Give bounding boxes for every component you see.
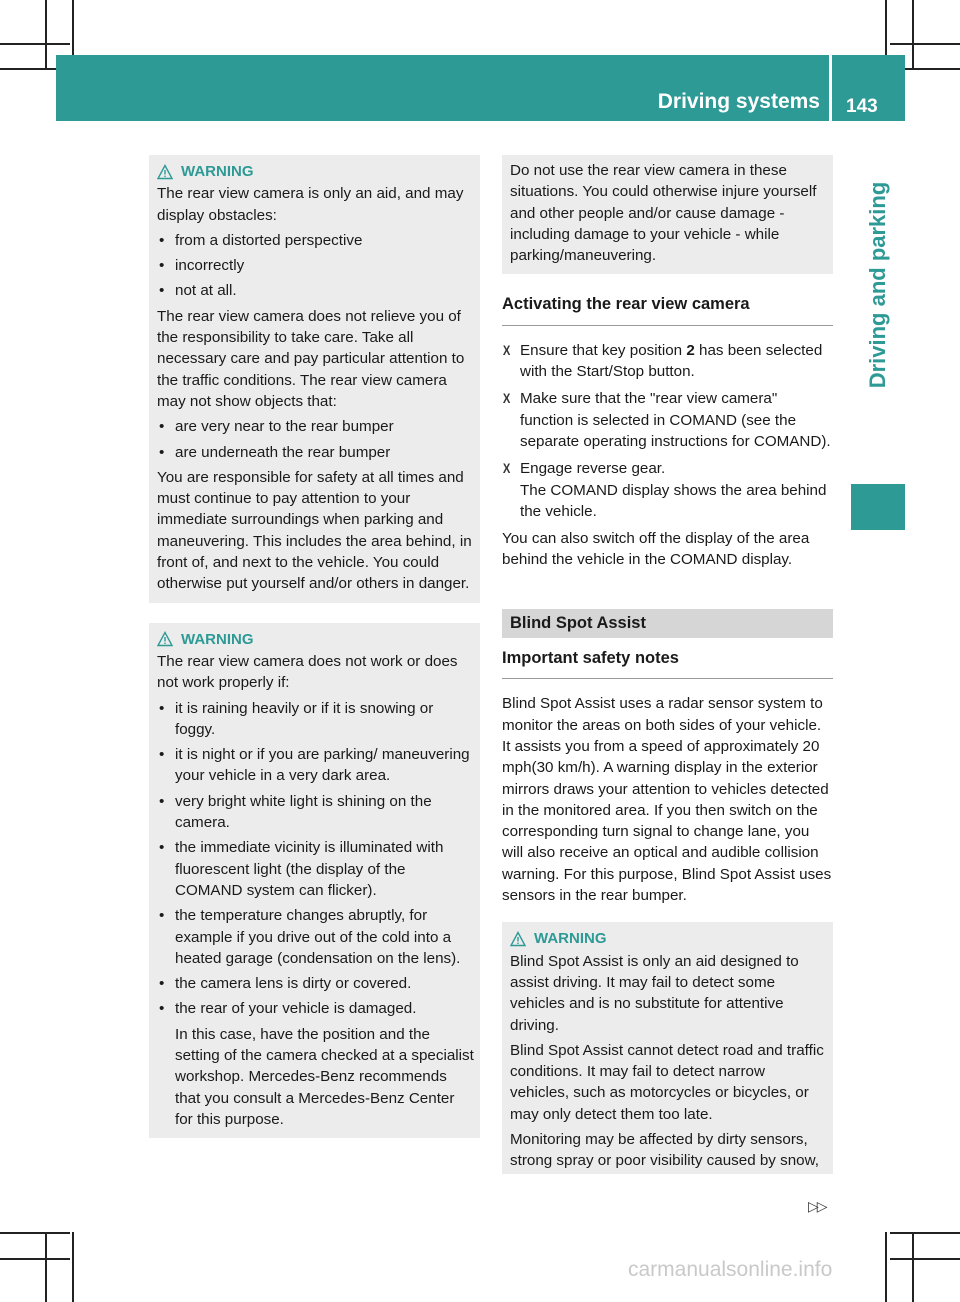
crop-mark [885, 1232, 887, 1302]
step-item [502, 458, 833, 522]
bullet-item: • it is raining heavily or if it is snowing or foggy. [157, 698, 474, 741]
warning-header [157, 161, 474, 182]
warning-paragraph: You are responsible for safety at all times and must continue to pay attention to your immediate surroundings when parking and maneuvering. This includes the area behind, in front of, and next to the vehicle. You could otherwise put yourself and/or others in danger. [157, 468, 472, 593]
step-item: X Make sure that the "rear view camera" function is selected in COMAND (see the separate operating instructions for COMAND). [502, 388, 833, 452]
body-paragraph: Blind Spot Assist uses a radar sensor system to monitor the areas on both sides of your vehicle. It assists you from a speed of approximately 20 mph(30 km/h). A warning display in the exterior mirrors draws your attention to vehicles detected in the monitored area. If you then switch on the corresponding turn signal to change lane, you will also receive an optical and audible collision warning. For this purpose, Blind Spot Assist uses sensors in the rear bumper. [502, 695, 832, 905]
bullet-item: • are very near to the rear bumper [157, 416, 474, 437]
crop-mark [45, 1232, 47, 1302]
crop-mark [912, 0, 914, 70]
crop-mark [890, 43, 960, 45]
continue-arrows-icon: ▷▷ [808, 1198, 826, 1214]
warning-intro: The rear view camera does not work or does not work properly if: [157, 652, 458, 692]
bullet-item: • are underneath the rear bumper [157, 442, 474, 463]
side-tab-marker [851, 484, 905, 530]
right-column [502, 155, 833, 1174]
warning-box [149, 155, 480, 603]
crop-mark [72, 1232, 74, 1302]
warning-tail: In this case, have the position and the setting of the camera checked at a specialist workshop. Mercedes-Benz recommends that you consult a Mercedes-Benz Center for this purpose. [175, 1025, 474, 1128]
body-paragraph: You can also switch off the display of the area behind the vehicle in the COMAND display. [502, 530, 810, 569]
warning-box [502, 922, 833, 1173]
bullet-item: • from a distorted perspective [157, 230, 474, 251]
caution-box [502, 155, 833, 274]
step-text: Engage reverse gear. [520, 460, 666, 478]
bullet-item: • the temperature changes abruptly, for example if you drive out of the cold into a heated garage (condensation on the lens). [157, 905, 474, 969]
step-text: Ensure that key position [520, 341, 687, 359]
crop-mark [890, 1258, 960, 1260]
step-item [502, 340, 833, 383]
warning-header [157, 629, 474, 650]
crop-mark [0, 43, 70, 45]
section-heading: Activating the rear view camera [502, 294, 833, 325]
warning-box [149, 623, 480, 1139]
warning-triangle-icon [157, 631, 173, 647]
bullet-item: • it is night or if you are parking/ maneuvering your vehicle in a very dark area. [157, 744, 474, 787]
section-title-box: Blind Spot Assist [502, 609, 833, 638]
warning-paragraph: Monitoring may be affected by dirty sensors, strong spray or poor visibility caused by snow, [510, 1130, 819, 1170]
step-text: has been selected with the Start/Stop button. [520, 341, 823, 381]
warning-header [510, 928, 825, 949]
section-heading: Important safety notes [502, 648, 833, 679]
bullet-item: • incorrectly [157, 255, 474, 276]
bullet-item: • the rear of your vehicle is damaged. [157, 998, 474, 1019]
page-number: 143 [846, 96, 878, 117]
crop-mark [912, 1232, 914, 1302]
warning-paragraph: The rear view camera does not relieve you of the responsibility to take care. Take all necessary care and pay particular attention to the traffic conditions. The rear view camera may not show objects that: [157, 307, 465, 410]
crop-mark [0, 1232, 70, 1234]
bullet-item: • the camera lens is dirty or covered. [157, 973, 474, 994]
header-divider [829, 55, 832, 121]
warning-paragraph: Blind Spot Assist is only an aid designed to assist driving. It may fail to detect some vehicles and is no substitute for attentive driving. [510, 952, 799, 1034]
step-result: The COMAND display shows the area behind the vehicle. [520, 481, 827, 520]
crop-mark [0, 1258, 70, 1260]
warning-label: WARNING [534, 930, 607, 948]
side-tab-label: Driving and parking [865, 181, 890, 389]
crop-mark [45, 0, 47, 70]
warning-label: WARNING [181, 163, 254, 180]
warning-intro: The rear view camera is only an aid, and may display obstacles: [157, 185, 464, 224]
warning-paragraph: Blind Spot Assist cannot detect road and traffic conditions. It may fail to detect narrow vehicles, such as motorcycles or bicycles, or may only detect them too late. [510, 1041, 824, 1123]
caution-text: Do not use the rear view camera in these situations. You could otherwise injure yourself and other people and/or cause damage - including damage to your vehicle - while parking/maneuvering. [510, 162, 817, 265]
warning-triangle-icon [510, 931, 526, 947]
left-column [149, 155, 480, 1138]
bullet-item: • very bright white light is shining on the camera. [157, 791, 474, 834]
warning-label: WARNING [181, 630, 254, 648]
watermark: carmanualsonline.info [628, 1258, 833, 1281]
bullet-item: • not at all. [157, 280, 474, 301]
section-title: Driving systems [657, 90, 820, 113]
key-position: 2 [686, 341, 695, 359]
bullet-item: • the immediate vicinity is illuminated with fluorescent light (the display of the COMAND system can flicker). [157, 837, 474, 901]
crop-mark [890, 1232, 960, 1234]
warning-triangle-icon [157, 164, 173, 180]
